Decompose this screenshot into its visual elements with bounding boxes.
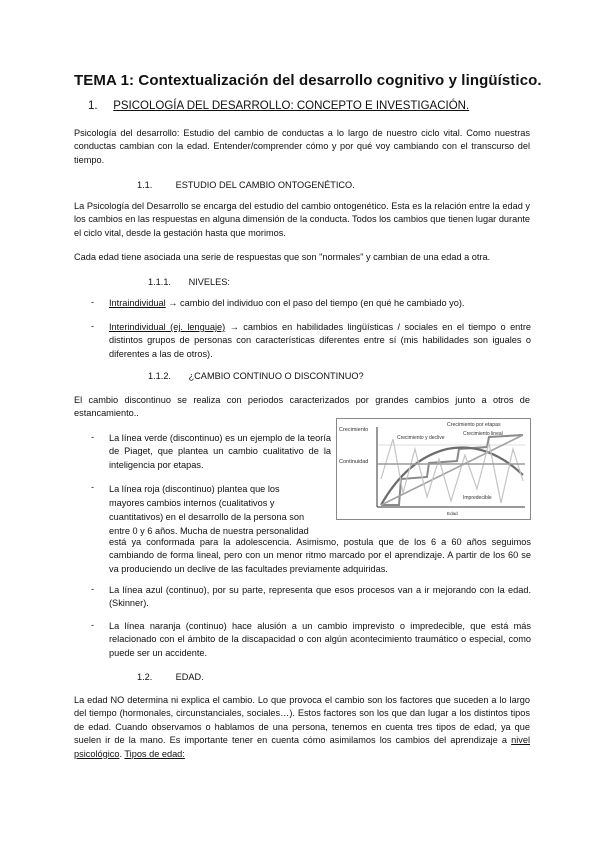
subsection-number: 1.1. [137, 180, 153, 190]
term: Interindividual (ej. lenguaje) [109, 322, 226, 332]
list-item-linea-naranja: La línea naranja (continuo) hace alusión a un cambio imprevisto o impredecible, que está más relacionado con el ámbito de la discapacidad o con algún acontecimiento traumático o especial, como puede ser un accidente. [109, 621, 531, 658]
subsection-title: EDAD. [175, 672, 204, 682]
line: entre 0 y 6 años. Mucha de nuestra personalidad [109, 526, 309, 536]
line: mayores cambios internos (cualitativos y [109, 498, 275, 508]
arrow-icon: → [229, 322, 239, 332]
line: cuantitativos) en el desarrollo de la persona son [109, 512, 305, 522]
paragraph-edad-respuestas: Cada edad tiene asociada una serie de respuestas que son "normales" y cambian de una edad a otra. [74, 252, 491, 262]
label-edad: Edad [447, 511, 458, 516]
list-item-interindividual [109, 321, 531, 361]
term: Intraindividual [109, 298, 166, 308]
subsection-title: NIVELES: [188, 277, 230, 287]
label-crecimiento-declive: Crecimiento y declive [397, 435, 445, 441]
label-impredecible: Impredecible [463, 495, 492, 501]
list-item-intraindividual [109, 297, 531, 310]
bullet-dash: - [91, 620, 95, 630]
bullet-dash: - [91, 432, 95, 442]
separator: . [119, 748, 125, 759]
subsection-number: 1.2. [137, 672, 153, 682]
list-item-linea-azul: La línea azul (continuo), por su parte, representa que esos procesos van a ir mejorando con la edad. (Skinner). [109, 585, 531, 609]
subsection-heading-1-2 [137, 672, 204, 682]
paragraph-discontinuo: El cambio discontinuo se realiza con periodos caracterizados por grandes cambios junto a otros de estancamiento.. [74, 395, 530, 419]
list-item-linea-verde: La línea verde (discontinuo) es un ejemplo de la teoría de Piaget, que plantea un cambio cualitativo de la inteligencia por etapas. [109, 433, 331, 470]
label-crecimiento: Crecimiento [339, 427, 369, 433]
section-heading-1 [88, 100, 469, 112]
subsection-title: ESTUDIO DEL CAMBIO ONTOGENÉTICO. [175, 180, 355, 190]
subsection-title: ¿CAMBIO CONTINUO O DISCONTINUO? [188, 371, 364, 381]
link-nivel-psicologico: nivel psicológico [74, 735, 530, 759]
bullet-dash: - [91, 297, 95, 307]
subsection-number: 1.1.1. [148, 277, 171, 287]
intro-paragraph: Psicología del desarrollo: Estudio del cambio de conductas a lo largo de nuestro ciclo vital. Como nuestras conductas cambian con la edad. Entender/comprender cómo y por qué voy cambiando con el transcurso del tiempo. [74, 128, 530, 165]
paragraph-text: La edad NO determina ni explica el cambio. Lo que provoca el cambio son los factores que suceden a lo largo del tiempo (hormonales, circunstanciales, sociales…). Estos factores son los que dan lugar a los distintos tipos de edad. Cuando observamos o hablamos de una persona, tenemos en cuenta tres tipos de edad, ya que suelen ir de la mano. Es importante tener en cuenta cómo asimilamos los cambios del aprendizaje a [74, 695, 530, 746]
subsection-heading-1-1-2 [148, 371, 364, 381]
bullet-dash: - [91, 584, 95, 594]
definition: cambios en habilidades lingüísticas / sociales en el tiempo o entre distintos grupos de personas con características diferentes entre sí (mis habilidades son iguales o diferentes a las de otros). [109, 322, 532, 359]
section-number: 1. [88, 100, 98, 112]
subsection-heading-1-1-1 [148, 277, 230, 287]
section-title: PSICOLOGÍA DEL DESARROLLO: CONCEPTO E INVESTIGACIÓN. [113, 100, 470, 112]
development-curves-figure [336, 418, 531, 520]
curves-svg [337, 419, 530, 519]
subsection-number: 1.1.2. [148, 371, 171, 381]
line: La línea roja (discontinuo) plantea que los [109, 484, 280, 494]
label-continuidad: Continuidad [339, 459, 369, 465]
line-blue-linear [381, 435, 523, 505]
list-item-linea-roja-part1 [109, 482, 331, 538]
subsection-heading-1-1 [137, 180, 355, 190]
bullet-dash: - [91, 482, 95, 492]
page-title: TEMA 1: Contextualización del desarrollo cognitivo y lingüístico. [74, 72, 542, 89]
bullet-dash: - [91, 321, 95, 331]
link-tipos-de-edad: Tipos de edad: [124, 748, 185, 759]
arrow-icon: → [168, 298, 178, 308]
label-crecimiento-etapas: Crecimiento por etapas [447, 422, 501, 428]
definition: cambio del individuo con el paso del tiempo (en qué he cambiado yo). [177, 298, 465, 308]
paragraph-edad [74, 694, 530, 761]
label-crecimiento-lineal: Crecimiento lineal [463, 431, 503, 437]
list-item-linea-roja-part2: está ya conformada para la adolescencia. Asimismo, postula que de los 6 a 60 años seguimos cambiando de forma lineal, pero con un menor ritmo marcado por el aprendizaje. A partir de los 60 se va produciendo un declive de las facultades previamente adquiridas. [109, 537, 531, 574]
paragraph-ontogenetico: La Psicología del Desarrollo se encarga del estudio del cambio ontogenético. Esta es la relación entre la edad y los cambios en las respuestas en alguna dimensión de la conducta. Todos los cambios que tienen lugar durante el ciclo vital, desde la gestación hasta que morimos. [74, 201, 530, 238]
